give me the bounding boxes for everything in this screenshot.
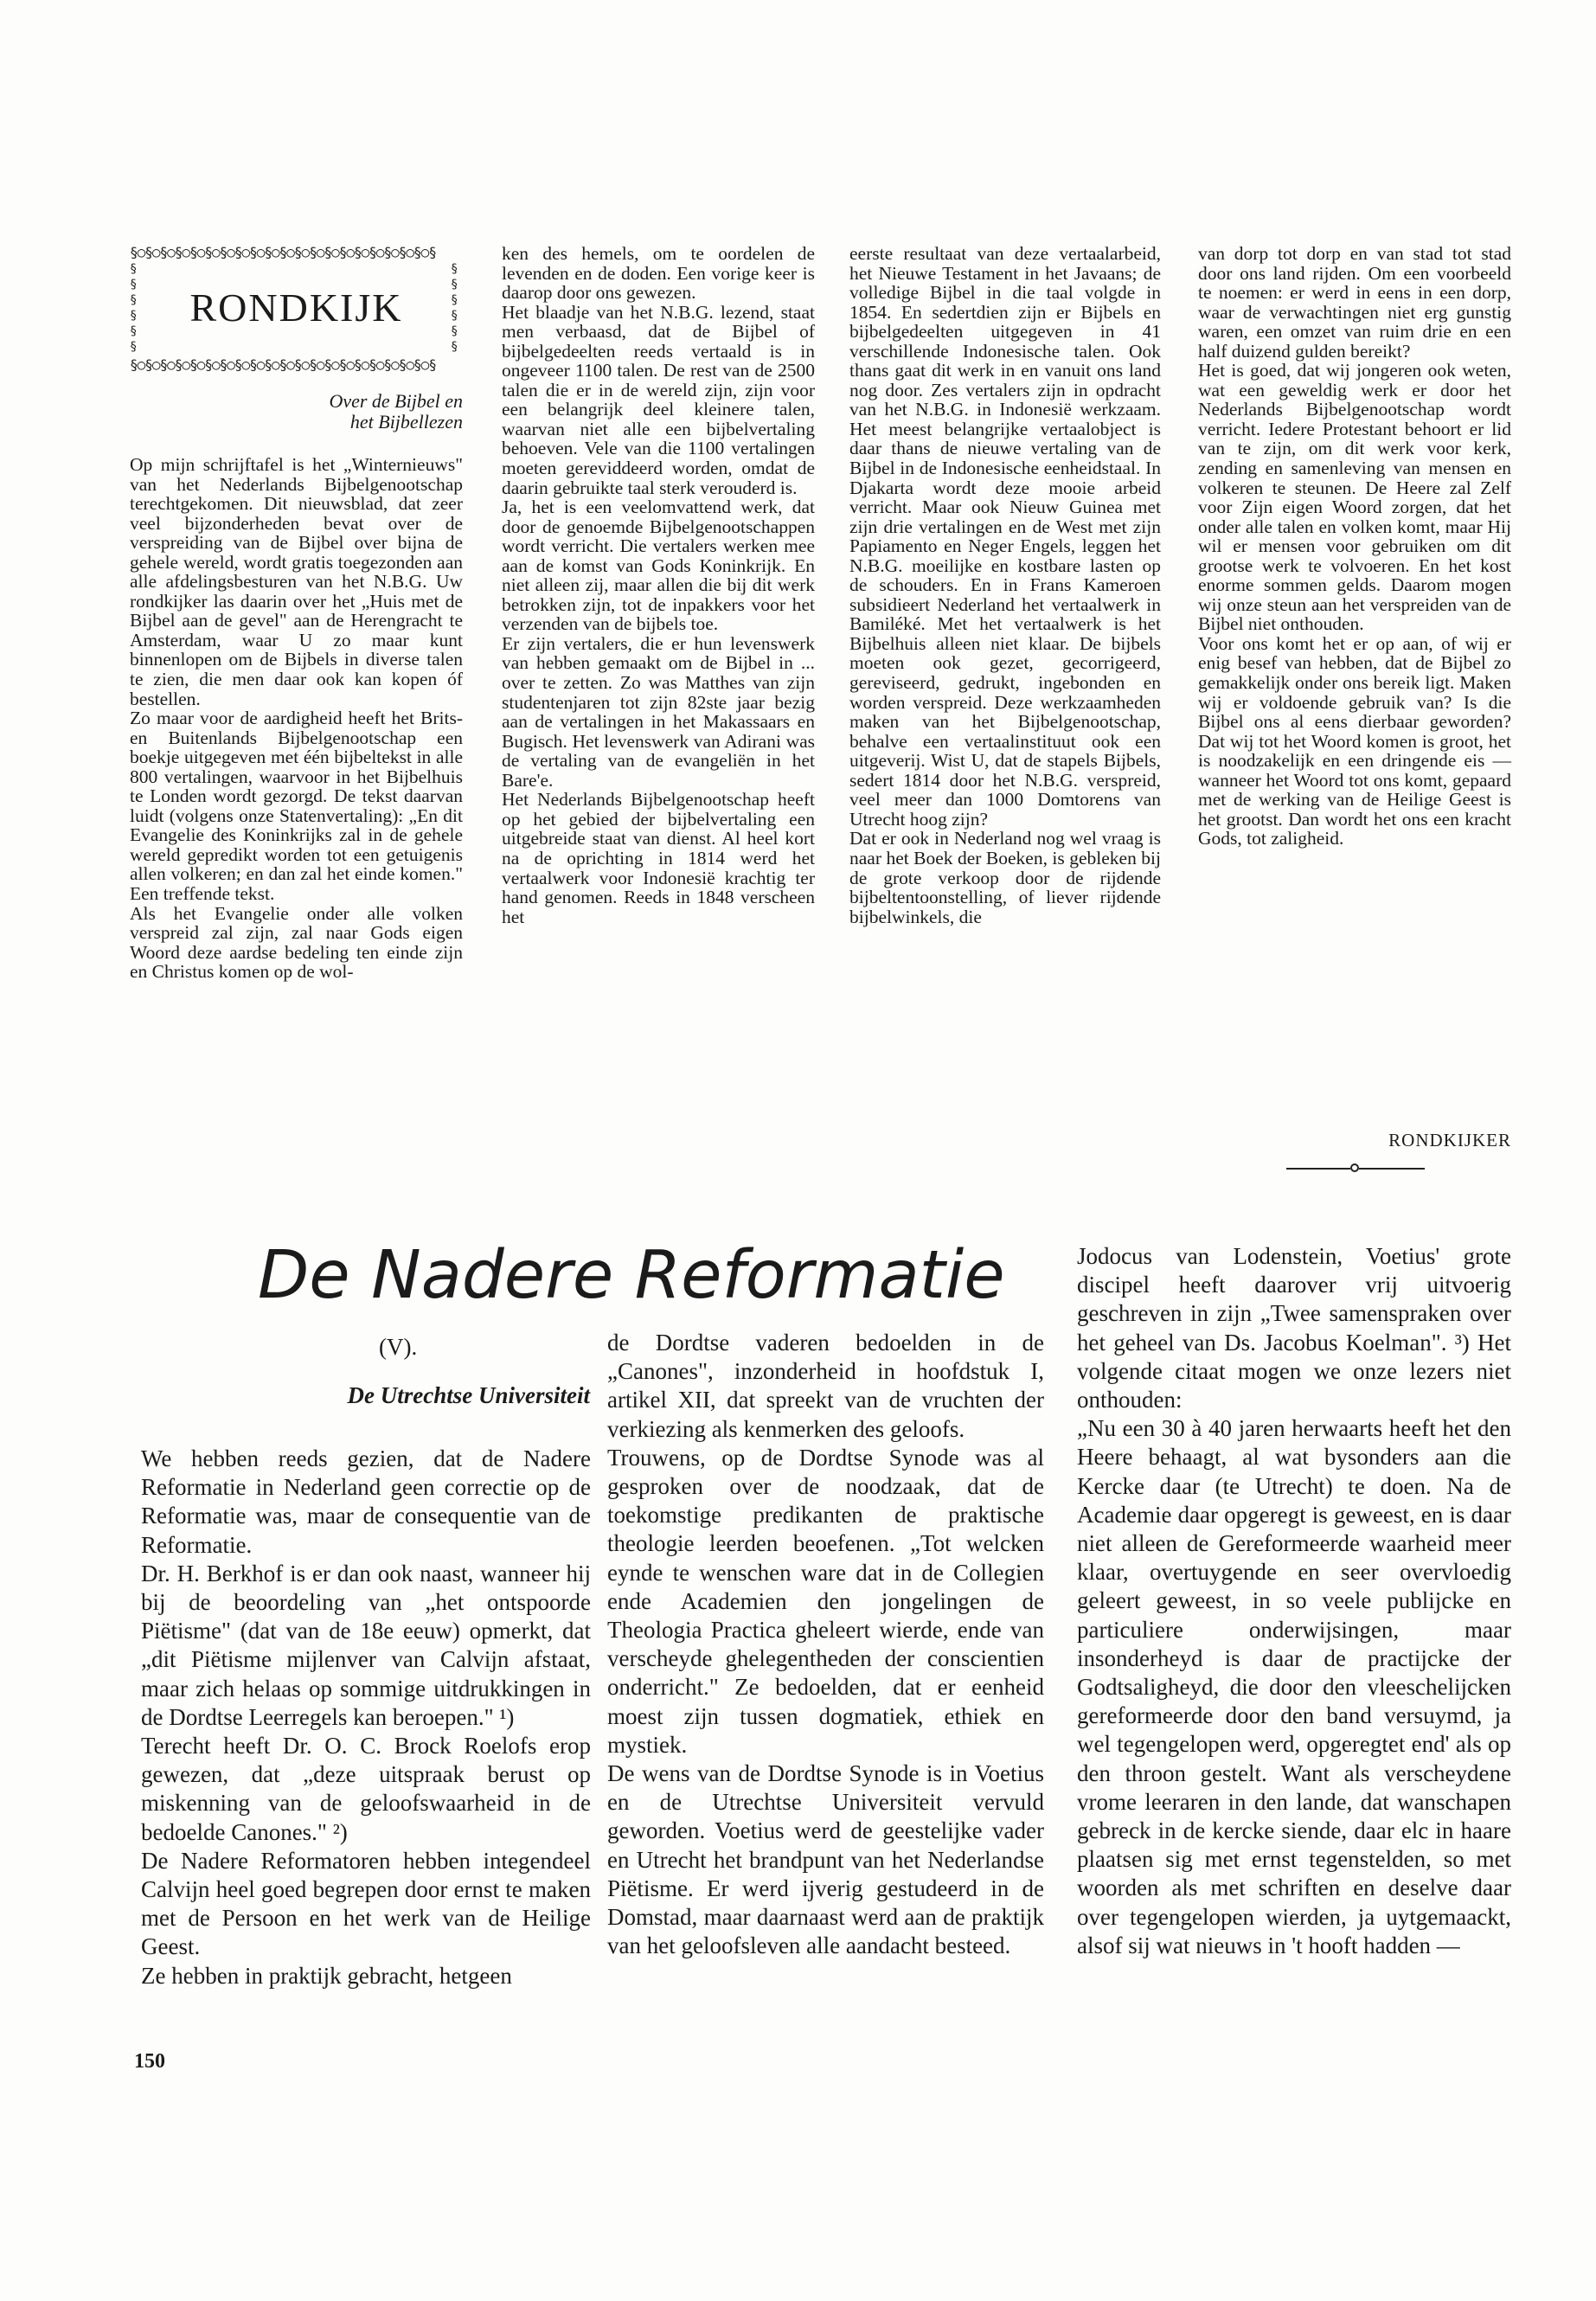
column-title: RONDKIJK xyxy=(189,285,403,330)
article-section-title: De Utrechtse Universiteit xyxy=(347,1382,590,1408)
paragraph: Er zijn vertalers, die er hun levenswerk van hebben gemaakt om de Bijbel in ... over te zetten. Zo was Matthes van zijn studentenjaren tot zijn 82ste jaar bezig aan de vertalingen in het Makassaars en Bugisch. Het levenswerk van Adirani was de vertaling van de evangeliën in het Bare'e. xyxy=(502,632,815,791)
ornamental-border-right: §§§§§§ xyxy=(451,262,458,354)
article-column-1 xyxy=(141,1445,591,1990)
ornamental-border-left: §§§§§§ xyxy=(130,262,138,354)
paragraph: ken des hemels, om te oordelen de levenden en de doden. Een vorige keer is daarop door ons gewezen. xyxy=(502,243,815,304)
rondkijk-column-1 xyxy=(130,455,463,982)
article-headline: De Nadere Reformatie xyxy=(258,1237,1005,1314)
ornamental-border-top: §○§○§○§○§○§○§○§○§○§○§○§○§○§○§○§○§○§○§○§○§ xyxy=(130,244,436,260)
paragraph: Trouwens, op de Dordtse Synode was al gesproken over de noodzaak, dat de toekomstige predikanten de praktische theologie leerden beoefenen. „Tot welcken eynde te wenschen ware dat in de Collegien ende Academien den jongelingen de Theologia Practica gheleert wierde, ende van verscheyde ghelegentheden der conscientien onderricht." Ze bedoelden, dat er eenheid moest zijn tussen dogmatiek, ethiek en mystiek. xyxy=(607,1444,1044,1758)
paragraph: Op mijn schrijftafel is het „Winternieuws" van het Nederlands Bijbelgenootschap terechtgekomen. Dit nieuwsblad, dat zeer veel bijzonderheden bevat over de verspreiding van de Bijbel over bijna de gehele wereld, wordt gratis toegezonden aan alle afdelingsbesturen van het N.B.G. Uw rondkijker las daarin over het „Huis met de Bijbel aan de gevel" aan de Herengracht te Amsterdam, waar U zo maar kunt binnenlopen om de Bijbels in diverse talen te zien, die men daar ook kan kopen óf bestellen. xyxy=(130,454,463,709)
paragraph: Terecht heeft Dr. O. C. Brock Roelofs erop gewezen, dat „deze uitspraak berust op miskenning van de geloofswaarheid in de bedoelde Canones." ²) xyxy=(141,1733,591,1845)
paragraph: de Dordtse vaderen bedoelden in de „Canones", inzonderheid in hoofdstuk I, artikel XII, dat spreekt van de vruchten der verkiezing als kenmerken des geloofs. xyxy=(607,1330,1044,1442)
paragraph: Het Nederlands Bijbelgenootschap heeft op het gebied der bijbelvertaling een uitgebreide staat van dienst. Al heel kort na de oprichting in 1814 werd het vertaalwerk voor Indonesië krachtig ter hand genomen. Reeds in 1848 verscheen het xyxy=(502,789,815,927)
rondkijk-column-3 xyxy=(849,244,1161,926)
article-column-3 xyxy=(1077,1242,1511,1960)
author-signature: RONDKIJKER xyxy=(1388,1130,1511,1150)
article-column-2 xyxy=(607,1329,1044,1960)
rondkijk-column-4 xyxy=(1198,244,1511,849)
ornamental-border-bottom: §○§○§○§○§○§○§○§○§○§○§○§○§○§○§○§○§○§○§○§○§ xyxy=(130,356,436,373)
paragraph: Het is goed, dat wij jongeren ook weten, wat een geweldig werk er door het Nederlands Bijbelgenootschap wordt verricht. Iedere Protestant behoort er lid van te zijn, om dit werk voor kerk, zending en samenleving van mensen en volkeren te steunen. De Heere zal Zelf voor Zijn eigen Woord zorgen, dat het onder alle talen en volken komt, maar Hij wil er mensen voor gebruiken om dit grootse werk te volvoeren. En het kost enorme sommen gelds. Daarom mogen wij onze steun aan het verspreiden van de Bijbel niet onthouden. xyxy=(1198,360,1511,635)
paragraph: Het blaadje van het N.B.G. lezend, staat men verbaasd, dat de Bijbel of bijbelgedeelten reeds vertaald is in ongeveer 1100 talen. De rest van de 2500 talen die er in de wereld zijn, zijn voor een belangrijk deel kleinere talen, waarvan niet alle een bijbelvertaling behoeven. Vele van die 1100 vertalingen moeten gereviddeerd worden, omdat de daarin gebruikte taal sterk verouderd is. xyxy=(502,301,815,498)
paragraph: Dr. H. Berkhof is er dan ook naast, wanneer hij bij de beoordeling van „het ontspoorde Piëtisme" (dat van de 18e eeuw) opmerkt, dat „dit Piëtisme mijlenver van Calvijn afstaat, maar zich helaas op sommige uitdrukkingen in de Dordtse Leerregels kan beroepen." ¹) xyxy=(141,1560,591,1730)
paragraph: eerste resultaat van deze vertaalarbeid, het Nieuwe Testament in het Javaans; de volledige Bijbel in die taal volgde in 1854. En sedertdien zijn er Bijbels en bijbelgedeelten uitgegeven in 41 verschillende Indonesische talen. Ook thans gaat dit werk in en vanuit ons land nog door. Zes vertalers zijn in opdracht van het N.B.G. in Indonesië werkzaam. Het meest belangrijke vertaalobject is daar thans de nieuwe vertaling van de Bijbel in de Indonesische eenheidstaal. In Djakarta wordt deze mooie arbeid verricht. Maar ook Nieuw Guinea met zijn drie vertalingen en de West met zijn Papiamento en Neger Engels, leggen het N.B.G. moeilijke en kostbare lasten op de schouders. En in Frans Kameroen subsidieert Nederland het vertaalwerk in Bamiléké. Met het vertaalwerk is het Bijbelhuis alleen niet klaar. De bijbels moeten ook gezet, gecorrigeerd, gereviseerd, gedrukt, ingebonden en worden verspreid. Deze werkzaamheden maken van het Bijbelgenootschap, behalve een vertaalinstituut ook een uitgeverij. Wist U, dat de stapels Bijbels, sedert 1814 door het N.B.G. verspreid, veel meer dan 1000 Domtorens van Utrecht hoog zijn? xyxy=(849,243,1161,830)
rondkijk-column-2 xyxy=(502,244,815,926)
paragraph: De wens van de Dordtse Synode is in Voetius en de Utrechtse Universiteit vervuld geworden. Voetius werd de geestelijke vader en Utrecht het brandpunt van het Nederlandse Piëtisme. Er werd ijverig gestudeerd in de Domstad, maar daarnaast werd aan de praktijk van het geloofsleven alle aandacht besteed. xyxy=(607,1760,1044,1959)
rondkijk-header-box xyxy=(130,244,463,374)
paragraph: van dorp tot dorp en van stad tot stad door ons land rijden. Om een voorbeeld te noemen: er werd in eens in een dorp, waar de verwachtingen niet erg gunstig waren, een omzet van ruim drie en een half duizend gulden bereikt? xyxy=(1198,243,1511,362)
paragraph: Ze hebben in praktijk gebracht, hetgeen xyxy=(141,1962,512,1989)
page-number: 150 xyxy=(134,2050,165,2073)
paragraph: „Nu een 30 à 40 jaren herwaarts heeft het den Heere behaagt, al wat bysonders aan die Kercke daar (te Utrecht) te doen. Na de Academie daar opgeregt is geweest, en is daar niet alleen de Gereformeerde waarheid meer klaar, overtuygende en seer overvloedig geleert geweest, in so veele publijcke en particuliere onderwijsingen, maar insonderheyd is daar de practijcke der Godtsaligheyd, die door den vleeschelijcken gereformeerde door den band versuymd, ja wel tegengelopen werd, opgeregtet end' als op den throon gestelt. Want als verscheydene vrome leeraren in den lande, dat wanschapen gebreck in de kercke siende, daar elc in haare plaatsen sig met ernst tegenstelden, so met woorden als met schriften en deselve daar over tegengelopen wierden, ja uytgemaackt, alsof sij wat nieuws in 't hooft hadden — xyxy=(1077,1415,1511,1958)
section-divider-ornament xyxy=(1286,1159,1425,1176)
paragraph: Als het Evangelie onder alle volken verspreid zal zijn, zal naar Gods eigen Woord deze aardse bedeling ten einde zijn en Christus komen op de wol- xyxy=(130,902,463,983)
paragraph: Dat er ook in Nederland nog wel vraag is naar het Boek der Boeken, is gebleken bij de grote verkoop door de rijdende bijbeltentoonstelling, of liever rijdende bijbelwinkels, die xyxy=(849,828,1161,927)
paragraph: Jodocus van Lodenstein, Voetius' grote discipel heeft daarover vrij uitvoerig geschreven in zijn „Twee samenspraken over het geheel van Ds. Jacobus Koelman". ³) Het volgende citaat mogen we onze lezers niet onthouden: xyxy=(1077,1243,1511,1413)
column-subtitle: Over de Bijbel en het Bijbellezen xyxy=(329,390,463,433)
paragraph: Zo maar voor de aardigheid heeft het Brits- en Buitenlands Bijbelgenootschap een boekje uitgegeven met één bijbeltekst in alle 800 vertalingen, waarvoor in het Bijbelhuis te Londen wordt gezorgd. De tekst daarvan luidt (volgens onze Statenvertaling): „En dit Evangelie des Koninkrijks zal in de gehele wereld gepredikt worden tot een getuigenis allen volkeren; en dan zal het einde komen." Een treffende tekst. xyxy=(130,708,463,905)
paragraph: De Nadere Reformatoren hebben integendeel Calvijn heel goed begrepen door ernst te maken met de Persoon en het werk van de Heilige Geest. xyxy=(141,1847,591,1960)
article-part-number: (V). xyxy=(379,1334,418,1360)
paragraph: We hebben reeds gezien, dat de Nadere Reformatie in Nederland geen correctie op de Reformatie was, maar de consequentie van de Reformatie. xyxy=(141,1445,591,1558)
paragraph: Voor ons komt het er op aan, of wij er enig besef van hebben, dat de Bijbel zo gemakkelijk onder ons bereik ligt. Maken wij er voldoende gebruik van? Is die Bijbel ons al eens dierbaar geworden? Dat wij tot het Woord komen is groot, het is noodzakelijk en een dringende eis — wanneer het Woord tot ons komt, gepaard met de werking van de Heilige Geest is het grootst. Dan wordt het ons een kracht Gods, tot zaligheid. xyxy=(1198,632,1511,849)
paragraph: Ja, het is een veelomvattend werk, dat door de genoemde Bijbelgenootschappen wordt verricht. Die vertalers werken mee aan de komst van Gods Koninkrijk. En niet alleen zij, maar allen die bij dit werk betrokken zijn, tot de inpakkers voor het verzenden van de bijbels toe. xyxy=(502,497,815,635)
